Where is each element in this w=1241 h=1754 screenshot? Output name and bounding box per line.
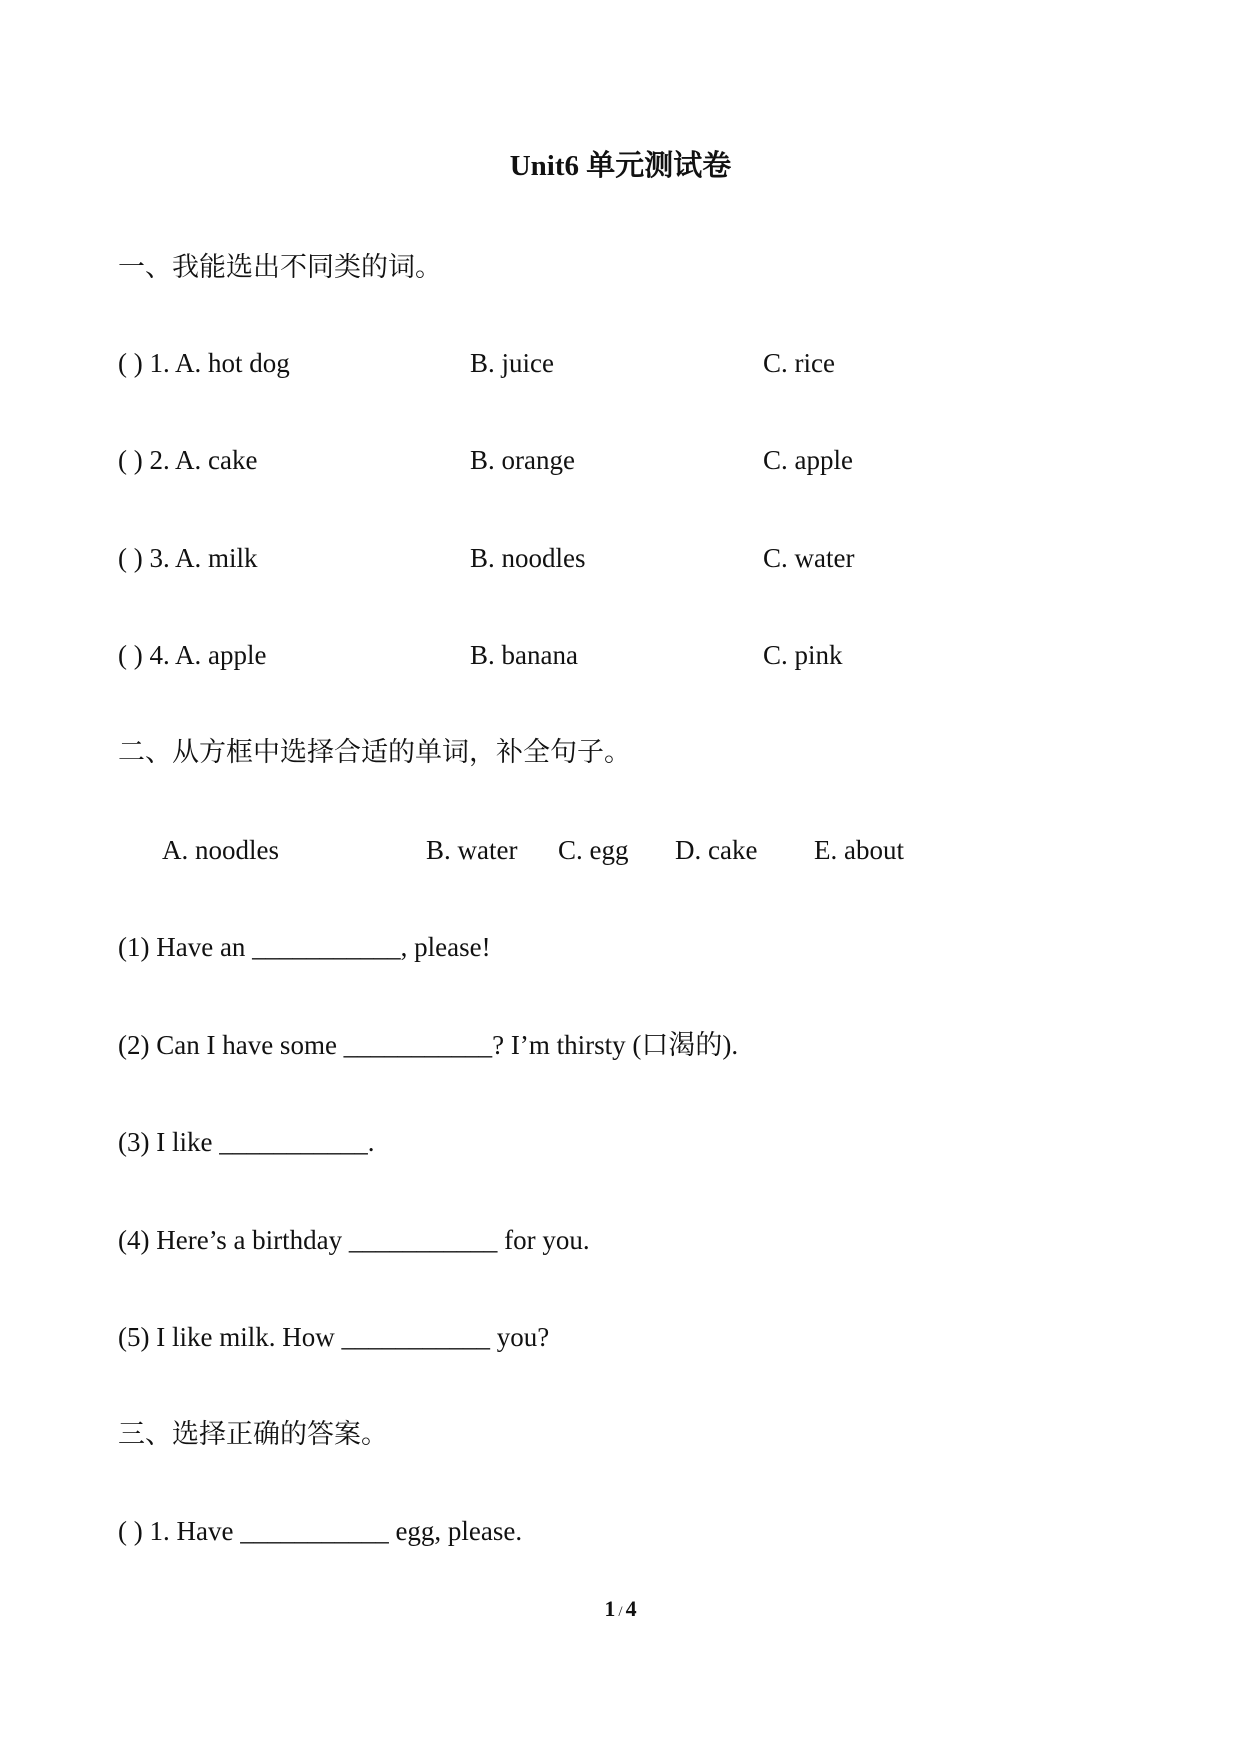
s2-sentence-1: (1) Have an ___________, please! xyxy=(118,932,491,962)
total-pages: 4 xyxy=(625,1596,637,1621)
s1-item-2-option-c: C. apple xyxy=(763,445,853,475)
section-3-heading: 三、选择正确的答案。 xyxy=(118,1419,388,1449)
page-separator: / xyxy=(618,1604,623,1620)
s1-item-1-prefix: ( ) 1. A. hot dog xyxy=(118,348,290,378)
s2-sentence-4: (4) Here’s a birthday ___________ for you. xyxy=(118,1225,590,1255)
s1-item-4-option-b: B. banana xyxy=(470,640,578,670)
section-2-heading: 二、从方框中选择合适的单词，补全句子。 xyxy=(118,737,631,767)
s2-sentence-2: (2) Can I have some ___________? I’m thirsty (口渴的). xyxy=(118,1030,739,1060)
s2-sentence-5: (5) I like milk. How ___________ you? xyxy=(118,1322,550,1352)
s1-item-1-option-c: C. rice xyxy=(763,348,835,378)
s1-item-4-prefix: ( ) 4. A. apple xyxy=(118,640,267,670)
s1-item-1-option-b: B. juice xyxy=(470,348,554,378)
page-title: Unit6 单元测试卷 xyxy=(509,150,732,182)
s1-item-3-option-b: B. noodles xyxy=(470,543,586,573)
word-option-e: E. about xyxy=(814,835,904,865)
s1-item-2-prefix: ( ) 2. A. cake xyxy=(118,445,258,475)
word-option-a: A. noodles xyxy=(162,835,279,865)
s2-sentence-3: (3) I like ___________. xyxy=(118,1127,375,1157)
word-option-b: B. water xyxy=(426,835,518,865)
s1-item-3-prefix: ( ) 3. A. milk xyxy=(118,543,258,573)
word-option-c: C. egg xyxy=(558,835,629,865)
word-option-d: D. cake xyxy=(675,835,758,865)
s1-item-2-option-b: B. orange xyxy=(470,445,575,475)
section-1-heading: 一、我能选出不同类的词。 xyxy=(118,252,442,282)
s3-item-1: ( ) 1. Have ___________ egg, please. xyxy=(118,1516,523,1546)
page-number xyxy=(0,1598,1241,1620)
s1-item-3-option-c: C. water xyxy=(763,543,855,573)
s1-item-4-option-c: C. pink xyxy=(763,640,843,670)
current-page: 1 xyxy=(604,1596,616,1621)
